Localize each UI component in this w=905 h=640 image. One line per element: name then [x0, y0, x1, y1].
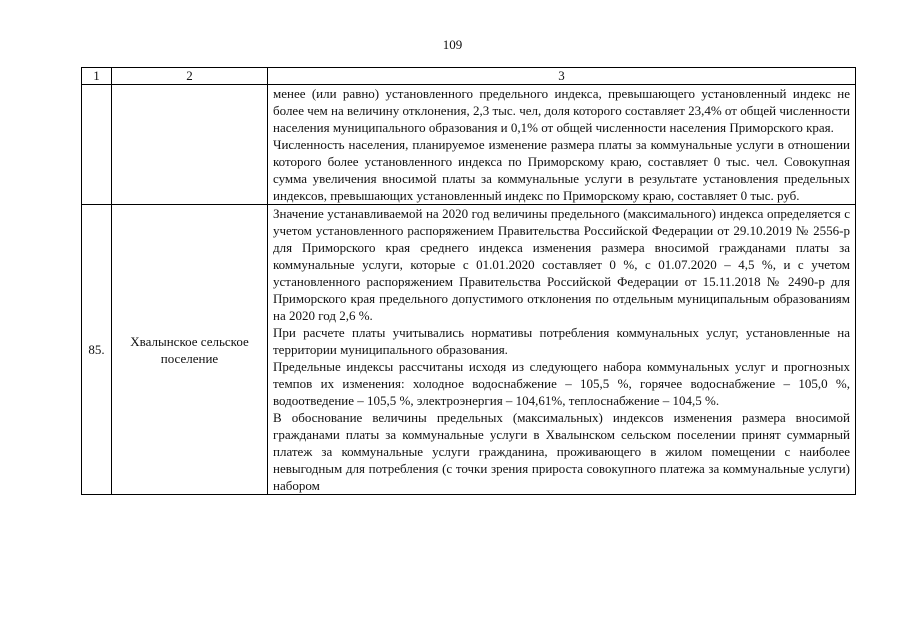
row-description-cell [268, 85, 856, 205]
description-paragraph: Предельные индексы рассчитаны исходя из следующего набора коммунальных услуг и прогнозных темпов их изменения: холодное водоснабжение – 105,5 %, горячее водоснабжение – 105,0 %, водоотведение – 105,5 %, электроэнергия – 104,61%, теплоснабжение – 104,5 %. [273, 359, 850, 408]
table-row [82, 85, 856, 205]
description-paragraph: При расчете платы учитывались нормативы потребления коммунальных услуг, установленные на территории муниципального образования. [273, 325, 850, 357]
row-name-cell: Хвалынское сельское поселение [112, 205, 268, 495]
row-number-cell [82, 85, 112, 205]
row-number-cell: 85. [82, 205, 112, 495]
description-paragraph: Значение устанавливаемой на 2020 год величины предельного (максимального) индекса определяется с учетом установленного распоряжением Правительства Российской Федерации от 29.10.2019 № 2556-р для Приморского края среднего индекса изменения размера вносимой гражданами платы за коммунальные услуги, которые с 01.01.2020 составляет 0 %, с 01.07.2020 – 4,5 %, и с учетом установленного распоряжением Правительства Российской Федерации от 15.11.2018 № 2490-р для Приморского края предельного допустимого отклонения по отдельным муниципальным образованиям на 2020 год 2,6 %. [273, 206, 850, 323]
tariff-table [81, 67, 856, 495]
row-description-cell [268, 205, 856, 495]
table-header-row [82, 68, 856, 85]
header-col-2: 2 [112, 68, 268, 85]
description-paragraph: менее (или равно) установленного предельного индекса, превышающего установленный индекс не более чем на величину отклонения, 2,3 тыс. чел, доля которого составляет 23,4% от общей численности населения муниципального образования и 0,1% от общей численности населения Приморского края. [273, 86, 850, 135]
page-number: 109 [442, 37, 463, 52]
table-row [82, 205, 856, 495]
row-name-cell [112, 85, 268, 205]
header-col-1: 1 [82, 68, 112, 85]
description-paragraph: В обоснование величины предельных (максимальных) индексов изменения размера вносимой гражданами платы за коммунальные услуги в Хвалынском сельском поселении принят суммарный платеж за коммунальные услуги гражданина, проживающего в жилом помещении с наиболее невыгодным для потребления (с точки зрения прироста совокупного платежа за коммунальные услуги) набором [273, 410, 850, 493]
header-col-3: 3 [268, 68, 856, 85]
description-paragraph: Численность населения, планируемое изменение размера платы за коммунальные услуги в отношении которого более установленного индекса по Приморскому краю, составляет 0 тыс. чел. Совокупная сумма увеличения вносимой платы за коммунальные услуги в результате установления предельных индексов, превышающих установленный индекс по Приморскому краю, составляет 0 тыс. руб. [273, 137, 850, 203]
